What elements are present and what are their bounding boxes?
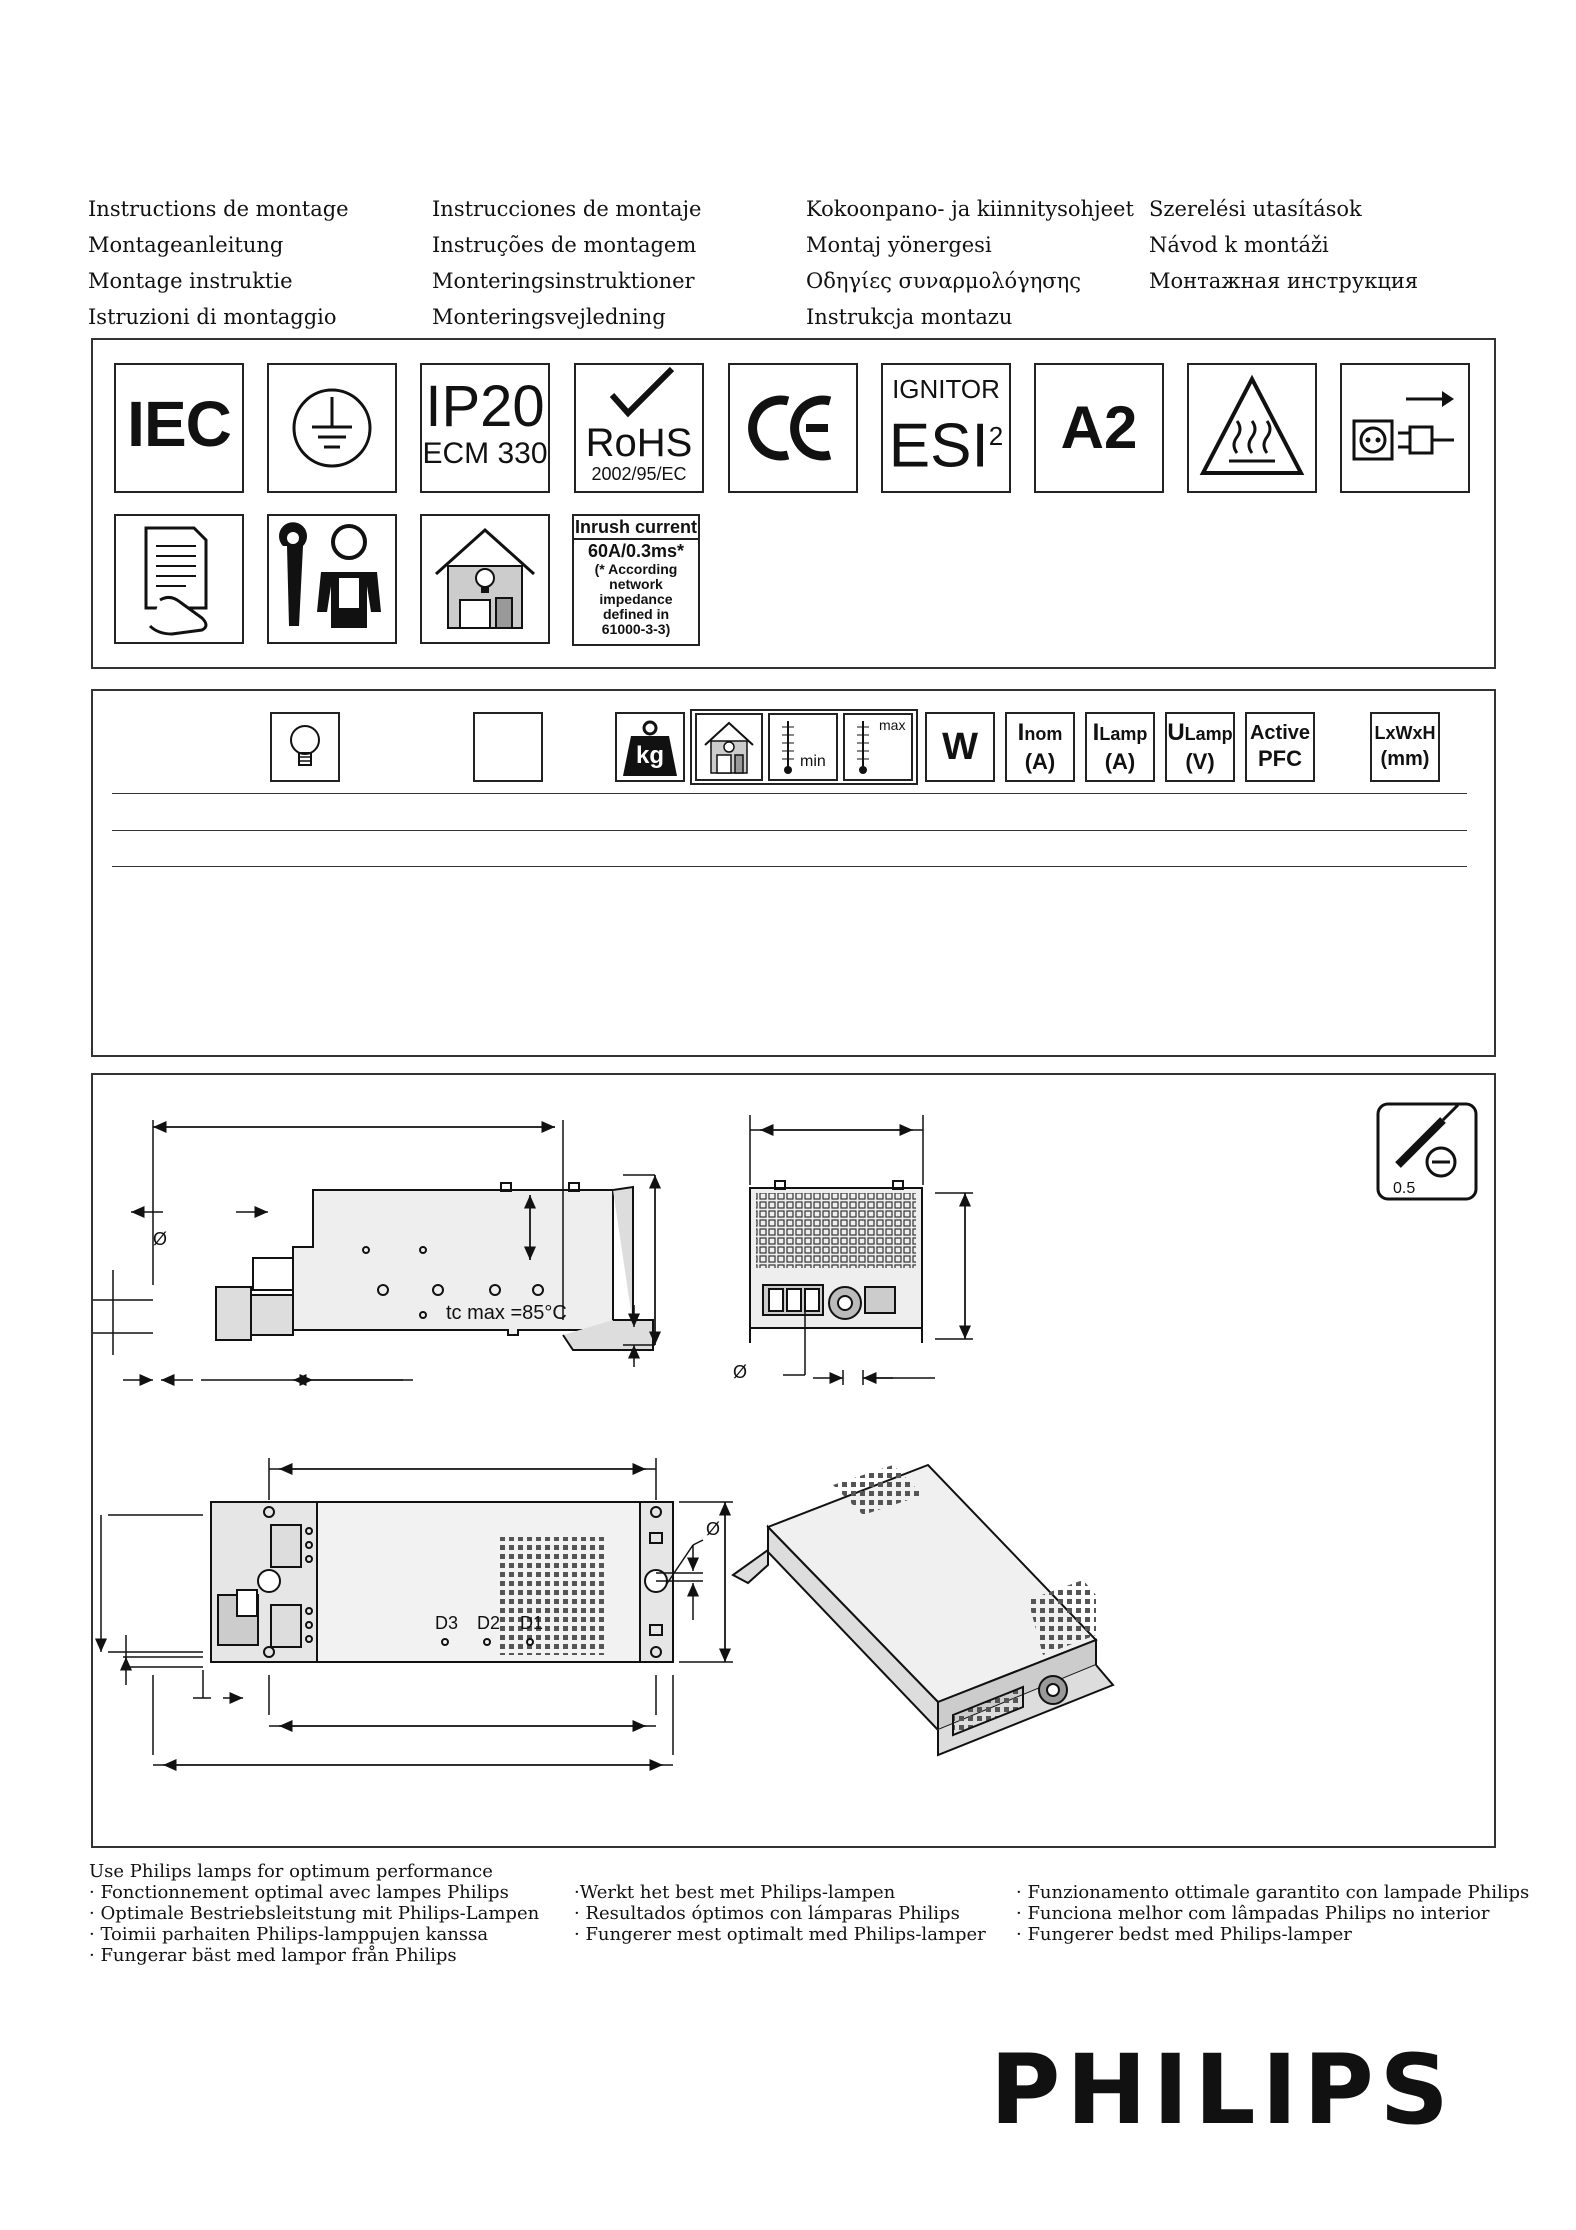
- title-column-1: [88, 191, 349, 335]
- footer-notes-col-3: [1016, 1882, 1529, 1945]
- indoor-use-icon: [420, 514, 550, 644]
- diameter-label: Ø: [706, 1519, 721, 1539]
- weight-kg-header: kg: [615, 712, 685, 782]
- thermometer-icon: [776, 717, 800, 777]
- read-instructions-icon: [114, 514, 244, 644]
- torque-value: 0.5: [1393, 1180, 1416, 1197]
- active-pfc-header: Active PFC: [1245, 712, 1315, 782]
- footer-notes-col-1: [89, 1861, 539, 1966]
- title-column-3: [806, 191, 1134, 335]
- hot-surface-warning-icon: [1187, 363, 1317, 493]
- a2-class-symbol: A2: [1034, 363, 1164, 493]
- title-line: Οδηγίες συναρμολόγησης: [806, 269, 1081, 293]
- philips-logo: PHILIPS: [990, 2034, 1455, 2146]
- diameter-label: Ø: [733, 1362, 748, 1382]
- title-line: Instructions de montage: [88, 197, 349, 221]
- tc-max-label: tc max =85°C: [446, 1302, 567, 1324]
- footer-note: ·Werkt het best met Philips-lampen: [574, 1882, 896, 1903]
- title-line: Montageanleitung: [88, 233, 284, 257]
- title-line: Szerelési utasítások: [1149, 197, 1362, 221]
- ilamp-subscript: Lamp: [1099, 724, 1148, 744]
- ilamp-symbol: I: [1092, 719, 1100, 746]
- iec-symbol: IEC: [114, 363, 244, 493]
- diameter-label: Ø: [153, 1229, 168, 1249]
- table-rule: [112, 793, 1467, 794]
- led-d3-label: D3: [435, 1613, 459, 1633]
- footer-note: · Toimii parhaiten Philips-lamppujen kanssa: [89, 1924, 489, 1945]
- title-line: Instrukcja montazu: [806, 305, 1013, 329]
- footer-note: · Fungerar bäst med lampor från Philips: [89, 1945, 457, 1966]
- inrush-current-label: Inrush current 60A/0.3ms* (* According network impedance defined in 61000-3-3): [572, 514, 700, 646]
- title-line: Istruzioni di montaggio: [88, 305, 337, 329]
- dimensions-header: LxWxH (mm): [1370, 712, 1440, 782]
- top-view: [211, 1502, 673, 1662]
- title-column-4: [1149, 191, 1418, 299]
- title-line: Montage instruktie: [88, 269, 293, 293]
- title-column-2: [432, 191, 701, 335]
- title-line: Montaj yönergesi: [806, 233, 992, 257]
- end-view: [750, 1181, 922, 1343]
- footer-note: Use Philips lamps for optimum performance: [89, 1861, 493, 1882]
- led-d1-label: D1: [520, 1613, 544, 1633]
- title-line: Instruções de montagem: [432, 233, 697, 257]
- blank-header-box: [473, 712, 543, 782]
- table-rule: [112, 830, 1467, 831]
- ilamp-header: ILamp (A): [1085, 712, 1155, 782]
- lamp-bulb-header-icon: [270, 712, 340, 782]
- title-line: Instrucciones de montaje: [432, 197, 702, 221]
- footer-note: · Funciona melhor com lâmpadas Philips no interior: [1016, 1903, 1490, 1924]
- inom-subscript: nom: [1024, 724, 1063, 744]
- footer-note: · Resultados óptimos con lámparas Philips: [574, 1903, 960, 1924]
- title-line: Monteringsinstruktioner: [432, 269, 695, 293]
- isometric-view: [733, 1465, 1113, 1755]
- min-temp-header: min: [768, 713, 838, 781]
- table-rule: [112, 866, 1467, 867]
- max-temp-header: max: [843, 713, 913, 781]
- technical-drawing: [93, 1075, 1494, 1846]
- qualified-technician-icon: [267, 514, 397, 644]
- ulamp-header: ULamp (V): [1165, 712, 1235, 782]
- footer-note: · Optimale Bestriebsleitstung mit Philips-Lampen: [89, 1903, 540, 1924]
- disconnect-plug-icon: [1340, 363, 1470, 493]
- led-d2-label: D2: [477, 1613, 501, 1633]
- esi-superscript: 2: [988, 421, 1004, 451]
- ce-mark: [728, 363, 858, 493]
- footer-note: · Fonctionnement optimal avec lampes Philips: [89, 1882, 509, 1903]
- footer-note: · Fungerer mest optimalt med Philips-lamper: [574, 1924, 986, 1945]
- ulamp-subscript: Lamp: [1184, 724, 1233, 744]
- watt-header: W: [925, 712, 995, 782]
- thermometer-icon: [851, 717, 875, 777]
- footer-notes-col-2: [574, 1882, 986, 1945]
- esi-label: ESI: [888, 411, 989, 481]
- title-line: Монтажная инструкция: [1149, 269, 1419, 293]
- footer-note: · Fungerer bedst med Philips-lamper: [1016, 1924, 1352, 1945]
- title-line: Monteringsvejledning: [432, 305, 666, 329]
- title-line: Kokoonpano- ja kiinnitysohjeet: [806, 197, 1134, 221]
- ulamp-symbol: U: [1167, 719, 1185, 746]
- footer-note: · Funzionamento ottimale garantito con lampade Philips: [1016, 1882, 1530, 1903]
- inom-header: Inom (A): [1005, 712, 1075, 782]
- rohs-symbol: RoHS 2002/95/EC: [574, 363, 704, 493]
- side-view: [216, 1183, 653, 1350]
- title-line: Návod k montáži: [1149, 233, 1329, 257]
- ip20-symbol: IP20 ECM 330: [420, 363, 550, 493]
- indoor-temp-header-icon: [695, 713, 763, 781]
- earth-ground-icon: [267, 363, 397, 493]
- inom-symbol: I: [1017, 719, 1025, 746]
- ignitor-esi2-symbol: IGNITOR ESI$^2$: [881, 363, 1011, 493]
- checkmark-icon: [576, 365, 702, 419]
